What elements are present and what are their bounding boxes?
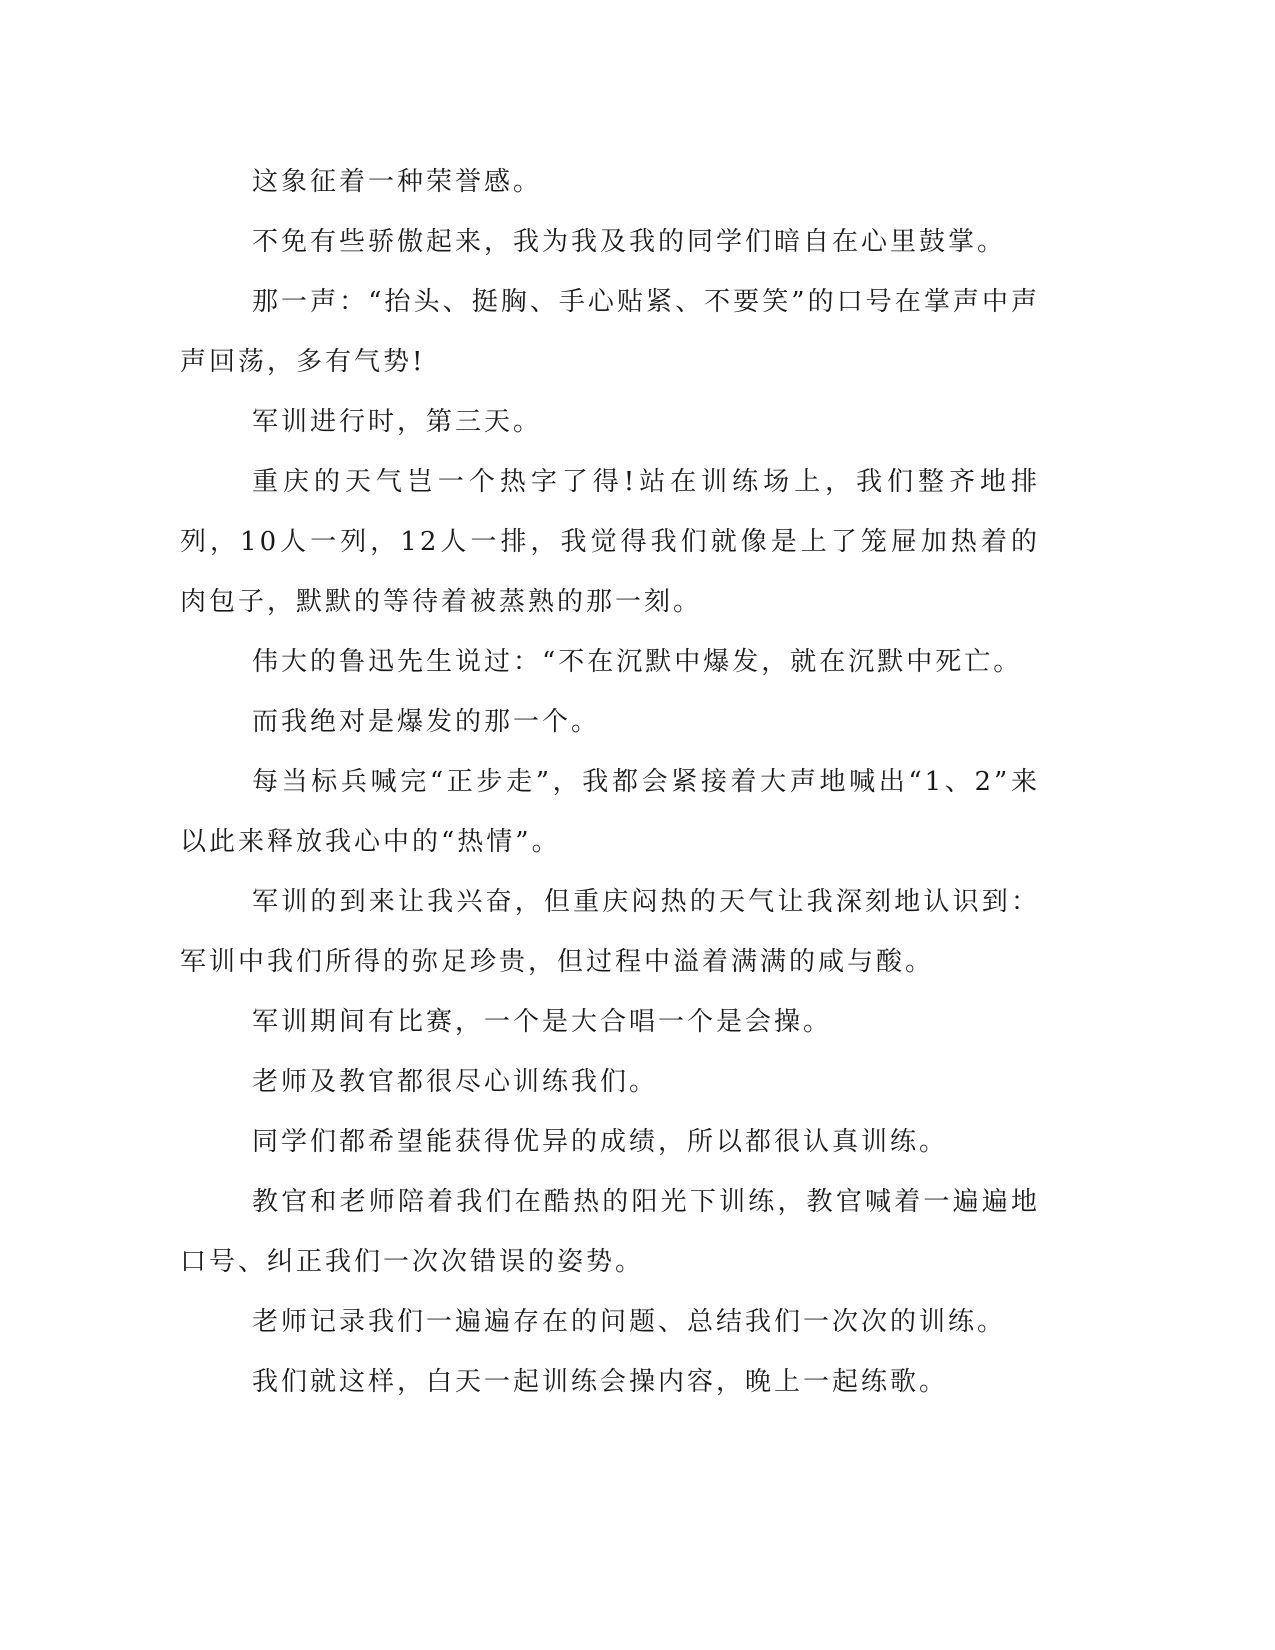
paragraph-2: 不免有些骄傲起来，我为我及我的同学们暗自在心里鼓掌。 xyxy=(252,227,1007,257)
paragraph-5: 重庆的天气岂一个热字了得!站在训练场上，我们整齐地排列，10人一列，12人一排，我觉得我们就像是上了笼屉加热着的肉包子，默默的等待着被蒸熟的那一刻。 xyxy=(180,467,1040,617)
paragraph-7: 而我绝对是爆发的那一个。 xyxy=(252,707,601,737)
paragraph-10: 军训期间有比赛，一个是大合唱一个是会操。 xyxy=(252,1007,833,1037)
paragraph-6: 伟大的鲁迅先生说过：“不在沉默中爆发，就在沉默中死亡。 xyxy=(252,647,1023,677)
paragraph-13: 教官和老师陪着我们在酷热的阳光下训练，教官喊着一遍遍地口号、纠正我们一次次错误的姿势。 xyxy=(180,1187,1040,1277)
body-text xyxy=(180,152,1040,1412)
paragraph-3: 那一声：“抬头、挺胸、手心贴紧、不要笑”的口号在掌声中声声回荡，多有气势! xyxy=(180,287,1040,377)
paragraph-14: 老师记录我们一遍遍存在的问题、总结我们一次次的训练。 xyxy=(252,1307,1007,1337)
paragraph-15: 我们就这样，白天一起训练会操内容，晚上一起练歌。 xyxy=(252,1367,949,1397)
paragraph-11: 老师及教官都很尽心训练我们。 xyxy=(252,1067,659,1097)
paragraph-8: 每当标兵喊完“正步走”，我都会紧接着大声地喊出“1、2”来以此来释放我心中的“热情”。 xyxy=(180,767,1040,857)
paragraph-4: 军训进行时，第三天。 xyxy=(252,407,543,437)
paragraph-1: 这象征着一种荣誉感。 xyxy=(252,167,543,197)
paragraph-12: 同学们都希望能获得优异的成绩，所以都很认真训练。 xyxy=(252,1127,949,1157)
paragraph-9: 军训的到来让我兴奋，但重庆闷热的天气让我深刻地认识到：军训中我们所得的弥足珍贵，但过程中溢着满满的咸与酸。 xyxy=(180,887,1040,977)
